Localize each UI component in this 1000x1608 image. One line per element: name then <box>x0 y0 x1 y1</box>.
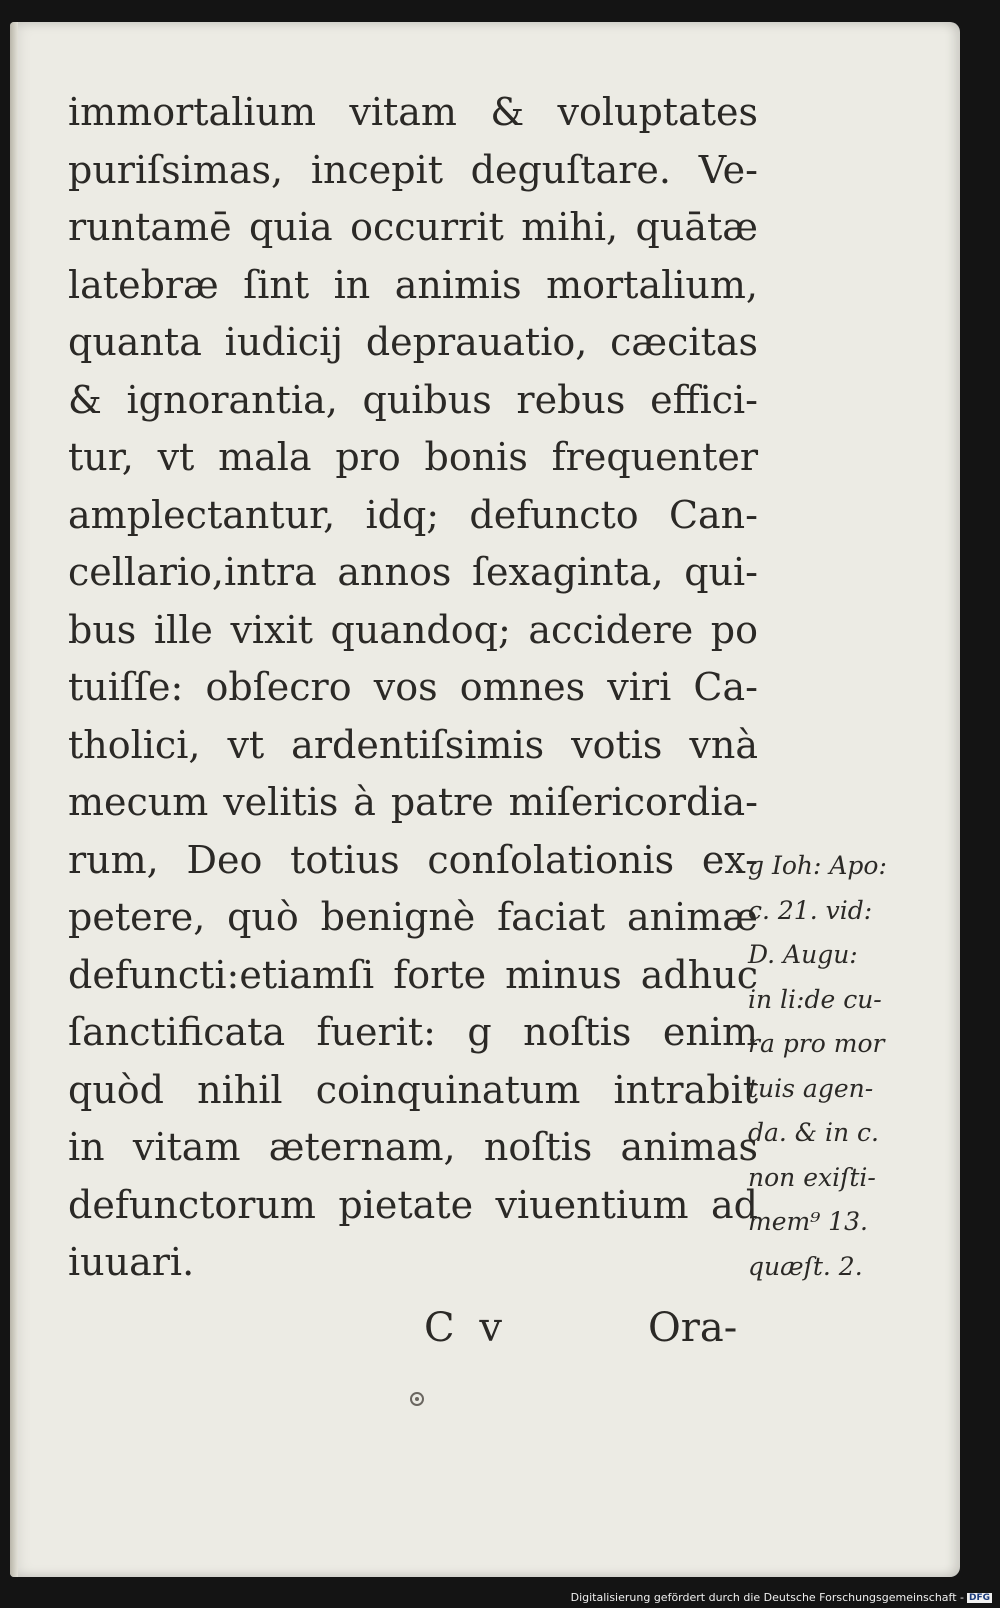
catchword: Ora- <box>648 1305 738 1351</box>
text-line: bus ille vixit quandoq; accidere po <box>68 607 758 652</box>
text-line: petere, quò benignè faciat animæ <box>68 895 758 939</box>
text-line-last: iuuari. <box>68 1240 195 1284</box>
marginal-note-line: tuis agen- <box>748 1073 874 1103</box>
text-line: tur, vt mala pro bonis frequenter <box>68 435 758 479</box>
text-line: quanta iudicij deprauatio, cæcitas <box>68 320 758 364</box>
text-line: rum, Deo totius conſolationis ex- <box>68 837 758 882</box>
dfg-logo-icon: DFG <box>968 1593 990 1603</box>
text-line: tholici, vt ardentiſsimis votis vnà <box>68 722 758 767</box>
marginal-note-line: c. 21. vid: <box>748 895 873 925</box>
page-gutter-edge <box>10 22 18 1577</box>
text-line: puriſsimas, incepit deguſtare. Ve- <box>68 147 758 192</box>
marginal-note-line: mem⁹ 13. <box>748 1207 868 1236</box>
library-stamp-icon <box>410 1392 424 1406</box>
text-line: cellario,intra annos ſexaginta, qui- <box>68 550 758 594</box>
main-text-block <box>68 84 758 1292</box>
text-line: mecum velitis à patre miſericordia- <box>68 780 758 824</box>
marginal-note-line: ra pro mor <box>748 1029 885 1058</box>
digitization-credit <box>571 1591 992 1604</box>
text-line: immortalium vitam & voluptates <box>68 90 758 134</box>
text-line: runtamē quia occurrit mihi, quātæ <box>68 205 758 249</box>
book-page <box>10 22 960 1577</box>
text-line: quòd nihil coinquinatum intrabit <box>68 1067 758 1112</box>
marginal-note-line: g Ioh: Apo: <box>748 851 887 880</box>
text-line: in vitam æternam, noſtis animas <box>68 1125 758 1169</box>
marginal-note-line: D. Augu: <box>748 940 858 969</box>
marginal-note-line: quæſt. 2. <box>748 1251 863 1281</box>
marginal-note-line: in li:de cu- <box>748 984 882 1014</box>
text-line: & ignorantia, quibus rebus effici- <box>68 377 758 422</box>
text-line: amplectantur, idq; defuncto Can- <box>68 492 758 537</box>
text-line: defuncti:etiamſi forte minus adhuc <box>68 952 758 997</box>
text-line: defunctorum pietate viuentium ad <box>68 1182 758 1227</box>
text-line: tuiſſe: obſecro vos omnes viri Ca- <box>68 665 758 709</box>
credit-text: Digitalisierung gefördert durch die Deutsche Forschungsgemeinschaft - <box>570 1591 964 1604</box>
marginal-note-line: non exiſti- <box>748 1162 876 1192</box>
text-line: ſanctificata fuerit: g noſtis enim <box>68 1010 758 1054</box>
signature-mark: C v <box>424 1305 508 1351</box>
marginal-note-line: da. & in c. <box>748 1118 879 1147</box>
text-line: latebræ ſint in animis mortalium, <box>68 262 758 307</box>
marginal-note <box>748 844 908 1289</box>
